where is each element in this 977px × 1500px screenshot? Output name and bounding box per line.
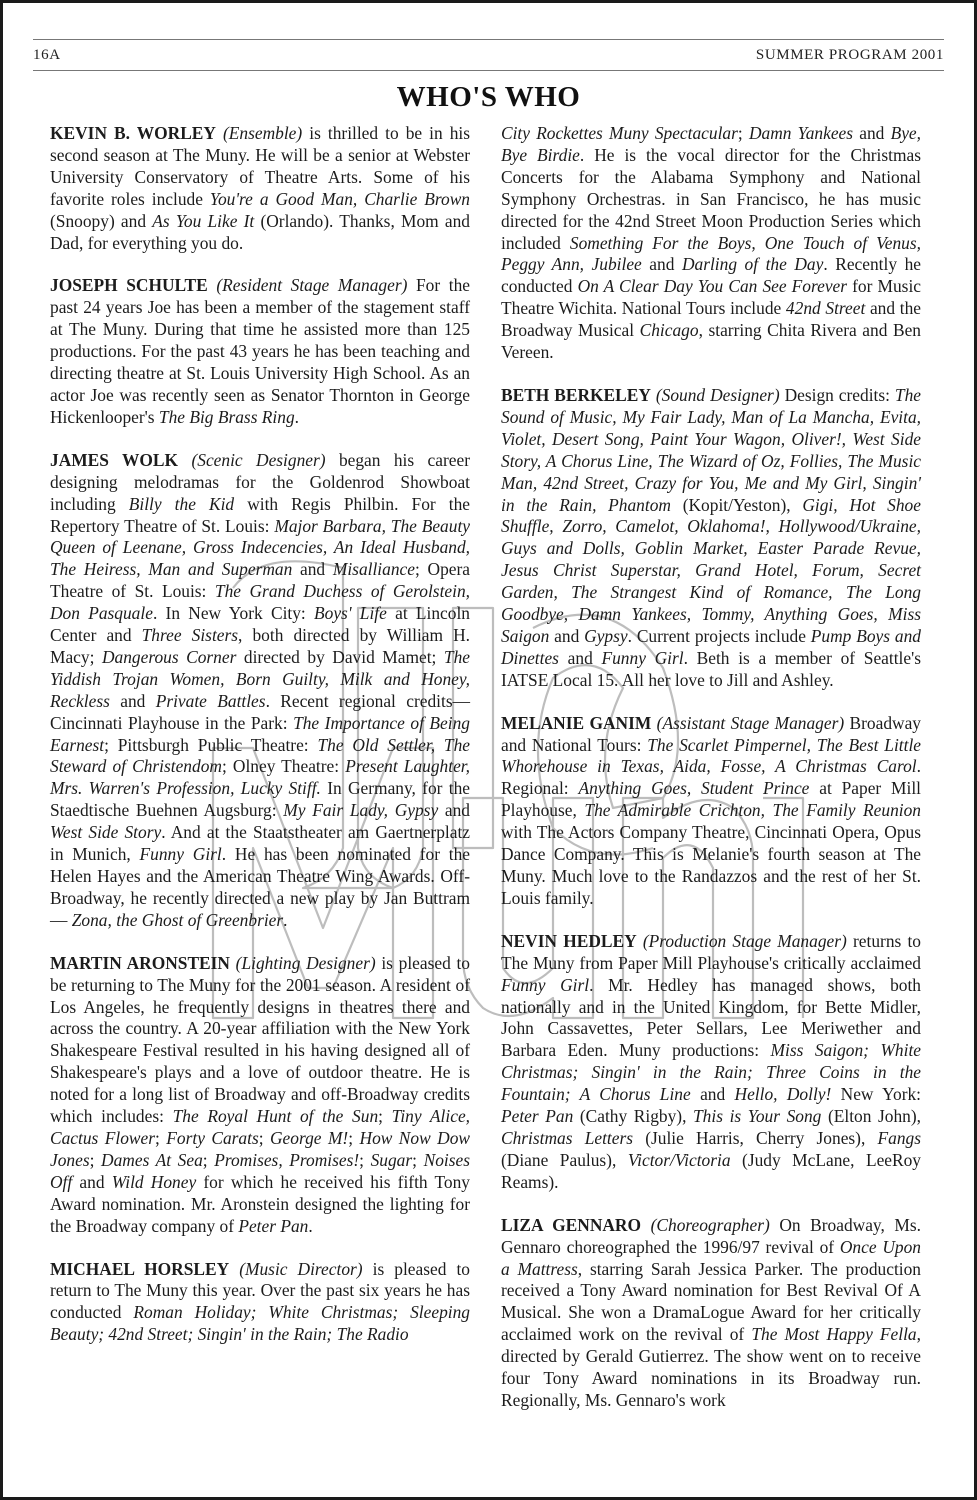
show-title: Funny Girl: [501, 974, 590, 995]
bio-entry: [50, 1259, 470, 1347]
bio-role: (Choreographer): [650, 1214, 770, 1235]
show-title: Anything Goes, Student Prince: [578, 778, 810, 799]
page-title: WHO'S WHO: [396, 81, 581, 113]
bio-text: ;: [155, 1127, 167, 1148]
bio-text: . Beth is a member of Seattle's IATSE Local 15. All her love to Jill and Ashley.: [501, 647, 921, 690]
bio-text: Broadway and National Tours:: [501, 712, 921, 755]
show-title: Hello, Dolly!: [734, 1084, 832, 1105]
bio-entry: [501, 1215, 921, 1412]
bio-text: .: [294, 406, 300, 427]
bio-entry: [50, 450, 470, 932]
show-title: Roman Holiday; White Christmas; Sleeping Beauty; 42nd Street; Singin' in the Rain; The Radio: [50, 1302, 470, 1345]
bio-entry: [501, 931, 921, 1194]
bio-name: MELANIE GANIM: [501, 712, 652, 733]
show-title: Gigi, Hot Shoe Shuffle, Zorro, Camelot, Oklahoma!, Hollywood/Ukraine, Guys and Dolls, Goblin Market, Easter Parade Revue, Jesus Christ Superstar, Grand Hotel, Forum, Secret Garden, The Strangest Kind of Romance, The Long Goodbye, Damn Yankees, Tommy, Anything Goes, Miss Saigon: [501, 494, 921, 646]
bio-entry: [501, 123, 921, 364]
bio-text: (Diane Paulus),: [501, 1149, 628, 1170]
bio-entry: [50, 953, 470, 1238]
bio-name: JAMES WOLK: [50, 449, 179, 470]
bio-text: (Elton John),: [821, 1106, 921, 1127]
bio-text: (Kopit/Yeston),: [670, 494, 803, 515]
bio-text: , directed by Gerald Gutierrez. The show went on to receive four Tony Award nominations in its Broadway run. Regionally, Ms. Gennaro's work: [501, 1324, 921, 1410]
bio-text: ;: [89, 1149, 102, 1170]
bio-text: and: [853, 123, 891, 143]
show-title: The Admirable Crichton, The Family Reunion: [584, 800, 921, 821]
show-title: West Side Story: [50, 822, 162, 843]
bio-text: (Snoopy) and: [50, 210, 153, 231]
bio-text: ; Pittsburgh Public Theatre:: [104, 734, 318, 755]
show-title: Promises, Promises!: [214, 1149, 360, 1170]
show-title: Darling of the Day: [681, 254, 824, 275]
bio-text: and: [558, 647, 602, 668]
bio-role: (Scenic Designer): [191, 449, 326, 470]
show-title: Damn Yankees: [748, 123, 854, 143]
bio-entry: [501, 713, 921, 910]
show-title: The Sound of Music, My Fair Lady, Man of La Mancha, Evita, Violet, Desert Song, Paint Your Wagon, Oliver!, West Side Story, A Chorus Line, The Wizard of Oz, Follies, The Music Man, 42nd Street, Crazy for You, Me and My Girl, Singin' in the Rain, Phantom: [501, 384, 921, 515]
bio-text: . Recent regional credits— Cincinnati Playhouse in the Park:: [50, 690, 470, 733]
show-title: Dames At Sea: [101, 1149, 203, 1170]
bio-text: at Paper Mill Playhouse,: [501, 778, 922, 821]
bio-text: ;: [258, 1127, 270, 1148]
page-number: 16A: [33, 46, 61, 63]
show-title: This is Your Song: [693, 1106, 822, 1127]
bio-text: ;: [412, 1149, 424, 1170]
show-title: Private Battles: [155, 690, 266, 711]
bio-role: (Sound Designer): [655, 384, 780, 405]
show-title: The Scarlet Pimpernel, The Best Little Whorehouse in Texas, Aida, Fosse, A Christmas Carol: [501, 734, 921, 777]
show-title: Noises Off: [50, 1149, 470, 1192]
bio-text: ;: [359, 1149, 371, 1170]
show-title: The Importance of Being Earnest: [50, 712, 470, 755]
bio-text: In Germany, for the Staedtische Buehnen Augsburg:: [50, 778, 470, 821]
bio-text: at Lincoln Center and: [50, 603, 471, 646]
show-title: The Royal Hunt of the Sun: [172, 1106, 379, 1127]
show-title: Chicago: [639, 320, 699, 341]
bio-text: ;: [737, 123, 749, 143]
bio-text: and: [109, 690, 156, 711]
bio-entry: [50, 123, 470, 254]
bio-text: for Music Theatre Wichita. National Tours include: [501, 276, 921, 319]
bio-text: , starring Sarah Jessica Parker. The production received a Tony Award nomination for Best Revival Of A Musical. She won a DramaLogue Award for her critically acclaimed work on the revival of: [501, 1258, 921, 1345]
bio-text: . Regional:: [501, 756, 921, 799]
bio-text: (Orlando). Thanks, Mom and Dad, for everything you do.: [50, 210, 470, 253]
show-title: Peter Pan: [501, 1106, 574, 1127]
show-title: Dangerous Corner: [101, 646, 237, 667]
show-title: Billy the Kid: [128, 493, 235, 514]
bio-text: On Broadway, Ms. Gennaro choreographed the 1996/97 revival of: [501, 1214, 921, 1257]
bio-text: (Julie Harris, Cherry Jones),: [633, 1127, 878, 1148]
show-title: Forty Carats: [166, 1127, 259, 1148]
show-title: Funny Girl: [601, 647, 684, 668]
left-column: [50, 123, 470, 1367]
bio-text: for which he received his fifth Tony Award nomination. Mr. Aronstein designed the lighting for the Broadway company of: [50, 1171, 470, 1236]
bio-name: MICHAEL HORSLEY: [50, 1258, 230, 1279]
show-title: Zona, the Ghost of Greenbrier: [71, 909, 284, 930]
bio-role: (Lighting Designer): [235, 952, 376, 973]
bio-name: JOSEPH SCHULTE: [50, 275, 208, 296]
bio-text: is thrilled to be in his second season at The Muny. He will be a senior at Webster University Conservatory of Theatre Arts. Some of his favorite roles include: [50, 123, 470, 209]
bio-text: For the past 24 years Joe has been a member of the stagement staff at The Muny. During that time he assisted more than 125 productions. For the past 43 years he has been teaching and directing theatre at St. Louis University High School. As an actor Joe was recently seen as Senator Thornton in George Hickenlooper's: [50, 275, 470, 427]
show-title: Something For the Boys, One Touch of Venus, Peggy Ann, Jubilee: [501, 232, 921, 275]
show-title: Peter Pan: [238, 1215, 309, 1236]
show-title: My Fair Lady, Gypsy: [283, 800, 439, 821]
publication-title: SUMMER PROGRAM 2001: [755, 46, 944, 63]
bio-text: is pleased to return to The Muny this year. Over the past six years he has conducted: [50, 1258, 470, 1323]
bio-text: . And at the Staatstheater am Gaertnerplatz in Munich,: [50, 822, 470, 865]
show-title: The Yiddish Trojan Women, Born Guilty, Milk and Honey, Reckless: [50, 646, 470, 711]
bio-role: (Resident Stage Manager): [216, 275, 408, 296]
bio-text: . In New York City:: [152, 603, 315, 624]
bio-role: (Ensemble): [223, 123, 303, 143]
bio-text: and: [690, 1084, 735, 1105]
bio-text: . Recently he conducted: [501, 254, 921, 297]
bio-text: New York:: [831, 1084, 922, 1105]
bio-text: began his career designing melodramas for the Goldenrod Showboat including: [50, 449, 470, 514]
bio-text: (Cathy Rigby),: [573, 1106, 694, 1127]
bio-role: (Music Director): [239, 1258, 363, 1279]
show-title: You're a Good Man, Charlie Brown: [209, 188, 470, 209]
show-title: The Most Happy Fella: [751, 1324, 917, 1345]
show-title: Major Barbara, The Beauty Queen of Leenane, Gross Indecencies, An Ideal Husband, The Heiress, Man and Superman: [50, 515, 470, 580]
bio-name: MARTIN ARONSTEIN: [50, 952, 230, 973]
bio-text: and: [438, 800, 470, 821]
bio-entry: [50, 275, 470, 428]
bio-entry: [501, 385, 921, 692]
show-title: Misalliance: [332, 559, 415, 580]
bio-text: (Judy McLane, LeeRoy Reams).: [501, 1149, 922, 1192]
bio-text: and the Broadway Musical: [501, 298, 921, 341]
bio-text: returns to The Muny from Paper Mill Playhouse's critically acclaimed: [501, 930, 921, 973]
bio-text: .: [308, 1215, 313, 1236]
bio-text: is pleased to be returning to The Muny for the 2001 season. A resident of Los Angeles, he frequently designs in theatres there and across the country. A 20-year affiliation with the New York Shakespeare Festival resulted in his having designed all of Shakespeare's plays and a love of outdoor theatre. He is noted for a long list of Broadway and off-Broadway credits which includes:: [50, 952, 470, 1127]
show-title: George M!: [270, 1127, 349, 1148]
bio-text: ;: [348, 1127, 360, 1148]
bio-text: directed by David Mamet;: [236, 646, 444, 667]
show-title: On A Clear Day You Can See Forever: [577, 276, 848, 297]
show-title: Victor/Victoria: [627, 1149, 731, 1170]
show-title: Wild Honey: [111, 1171, 197, 1192]
show-title: The Big Brass Ring: [158, 406, 295, 427]
show-title: Miss Saigon; White Christmas; Singin' in the Rain; Three Coins in the Fountain; A Chorus Line: [501, 1040, 922, 1105]
show-title: Gypsy: [584, 625, 628, 646]
show-title: Once Upon a Mattress: [501, 1236, 921, 1279]
bio-text: . He is the vocal director for the Christmas Concerts for the Alabama Symphony and National Symphony Orchestras. in San Francisco, he has music directed for the 42nd Street Moon Production Series which included: [501, 144, 921, 253]
bio-text: , both directed by William H. Macy;: [50, 625, 471, 667]
bio-name: NEVIN HEDLEY: [501, 930, 637, 951]
show-title: Three Sisters: [141, 625, 239, 646]
show-title: Tiny Alice, Cactus Flower: [50, 1106, 471, 1148]
bio-text: ;: [202, 1149, 215, 1170]
bio-text: ; Opera Theatre of St. Louis:: [50, 559, 471, 602]
bio-text: Design credits:: [779, 384, 895, 405]
show-title: Funny Girl: [139, 844, 222, 865]
bio-text: and: [292, 559, 333, 580]
bio-text: . Current projects include: [627, 625, 811, 646]
show-title: The Old Settler, The Steward of Christendom: [50, 734, 470, 777]
show-title: Sugar: [370, 1149, 413, 1170]
bio-text: .: [283, 909, 288, 930]
bio-text: and: [72, 1171, 112, 1192]
bio-text: ;: [378, 1106, 392, 1127]
bio-name: BETH BERKELEY: [501, 384, 651, 405]
show-title: City Rockettes Muny Spectacular: [501, 123, 738, 143]
show-title: Present Laughter, Mrs. Warren's Profession, Lucky Stiff.: [50, 756, 470, 799]
bio-role: (Assistant Stage Manager): [656, 712, 845, 733]
bio-text: and: [641, 254, 682, 275]
bio-role: (Production Stage Manager): [642, 930, 847, 951]
bio-text: with Regis Philbin. For the Repertory Theatre of St. Louis:: [50, 493, 471, 536]
show-title: As You Like It: [152, 210, 255, 231]
show-title: Christmas Letters: [501, 1127, 634, 1148]
show-title: Boys' Life: [314, 603, 387, 624]
show-title: The Grand Duchess of Gerolstein, Don Pasquale: [50, 581, 470, 624]
bio-name: KEVIN B. WORLEY: [50, 123, 216, 143]
running-header: [33, 39, 944, 71]
bio-text: , starring Chita Rivera and Ben Vereen.: [501, 320, 921, 363]
bio-text: . He has been nominated for the Helen Hayes and the American Theatre Wing Awards. Off-Broadway, he recently directed a new play by Jan Buttram—: [50, 844, 471, 930]
bio-text: and: [549, 625, 585, 646]
show-title: Pump Boys and Dinettes: [501, 625, 921, 668]
bio-name: LIZA GENNARO: [501, 1214, 642, 1235]
show-title: Fangs: [877, 1127, 922, 1148]
show-title: Bye, Bye Birdie: [501, 123, 921, 165]
bio-text: with The Actors Company Theatre, Cincinnati Opera, Opus Dance Company. This is Melanie's fourth season at The Muny. Much love to the Randazzos and the rest of her St. Louis family.: [501, 822, 921, 908]
bio-text: ; Olney Theatre:: [221, 756, 346, 777]
right-column: [501, 123, 921, 1433]
bio-text: . Mr. Hedley has managed shows, both nationally and in the United Kingdom, for Bette Midler, John Cassavettes, Peter Sellars, Lee Meriwether and Barbara Eden. Muny productions:: [501, 974, 922, 1061]
show-title: How Now Dow Jones: [50, 1127, 470, 1170]
show-title: 42nd Street: [785, 298, 866, 319]
